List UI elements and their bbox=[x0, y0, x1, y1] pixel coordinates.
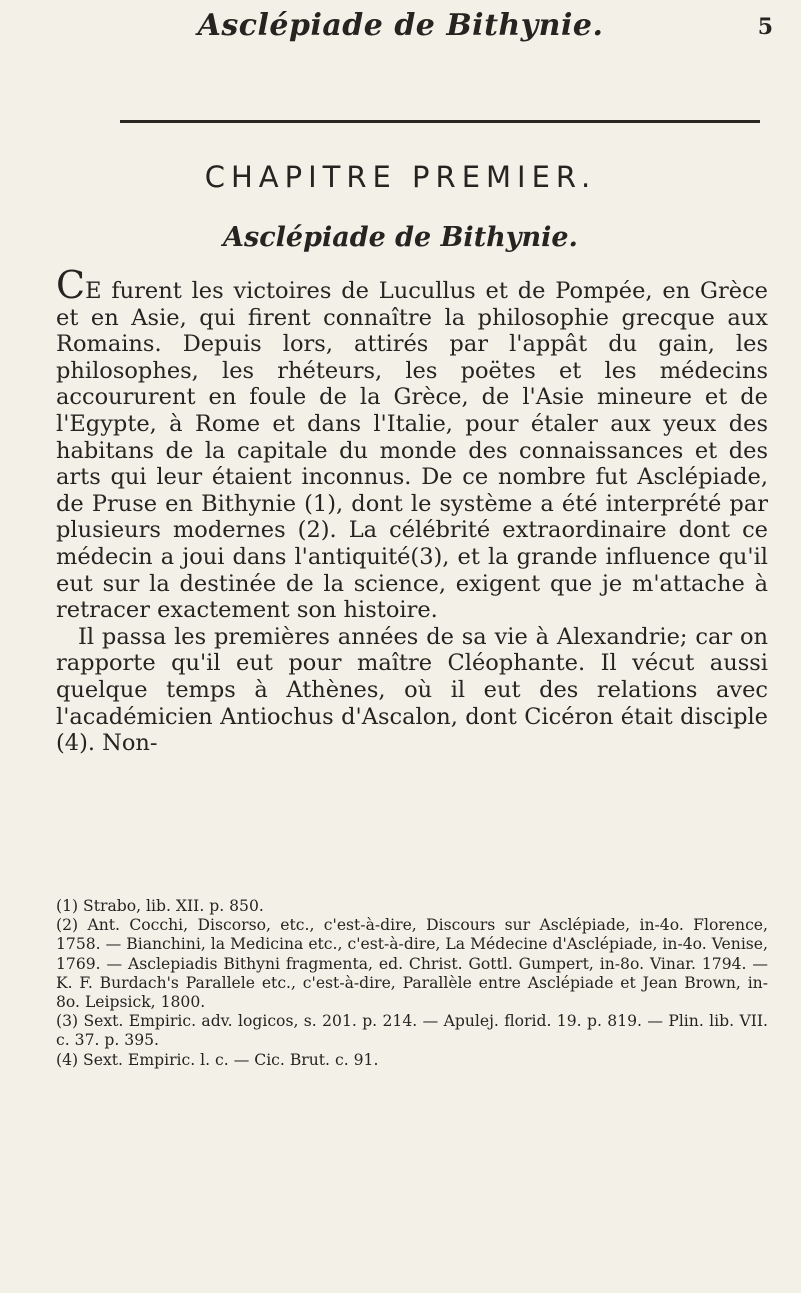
footnote-3: (3) Sext. Empiric. adv. logicos, s. 201. p. 214. — Apulej. florid. 19. p. 819. — Plin. lib. VII. c. 37. p. 395. bbox=[56, 1012, 768, 1050]
footnote-4: (4) Sext. Empiric. l. c. — Cic. Brut. c. 91. bbox=[56, 1050, 379, 1069]
footnotes bbox=[56, 897, 768, 1070]
body-text bbox=[56, 263, 768, 757]
footnote-1: (1) Strabo, lib. XII. p. 850. bbox=[56, 897, 264, 915]
chapter-heading: CHAPITRE PREMIER. bbox=[204, 160, 597, 194]
page-number: 5 bbox=[757, 14, 773, 40]
paragraph-1 bbox=[56, 263, 768, 624]
paragraph-1-text: E furent les victoires de Lucullus et de Pompée, en Grèce et en Asie, qui firent connaître la philosophie grecque aux Romains. Depuis lors, attirés par l'appât du gain, les philosophes, les rhéteurs, les poëtes et les médecins accoururent en foule de la Grèce, de l'Asie mineure et de l'Egypte, à Rome et dans l'Italie, pour étaler aux yeux des habitans de la capitale du monde des connaissances et des arts qui leur étaient inconnus. De ce nombre fut Asclépiade, de Pruse en Bithynie (1), dont le système a été interprété par plusieurs modernes (2). La célébrité extraordinaire dont ce médecin a joui dans l'antiquité(3), et la grande influence qu'il eut sur la destinée de la science, exigent que je m'attache à retracer exactement son histoire. bbox=[56, 278, 768, 624]
footnote-2: (2) Ant. Cocchi, Discorso, etc., c'est-à-dire, Discours sur Asclépiade, in-4o. Florence, 1758. — Bianchini, la Medicina etc., c'est-à-dire, La Médecine d'Asclépiade, in-4o. Venise, 1769. — Asclepiadis Bithyni fragmenta, ed. Christ. Gottl. Gumpert, in-8o. Vinar. 1794. — K. F. Burdach's Parallele etc., c'est-à-dire, Parallèle entre Asclépiade et Jean Brown, in-8o. Leipsick, 1800. bbox=[56, 916, 768, 1012]
running-head: Asclépiade de Bithynie. bbox=[197, 8, 604, 43]
header-rule bbox=[120, 120, 760, 123]
drop-capital: C bbox=[56, 263, 86, 307]
paragraph-2: Il passa les premières années de sa vie à Alexandrie; car on rapporte qu'il eut pour maître Cléophante. Il vécut aussi quelque temps à Athènes, où il eut des relations avec l'académicien Antiochus d'Ascalon, dont Cicéron était disciple (4). Non- bbox=[56, 623, 768, 757]
chapter-title: Asclépiade de Bithynie. bbox=[223, 222, 578, 253]
